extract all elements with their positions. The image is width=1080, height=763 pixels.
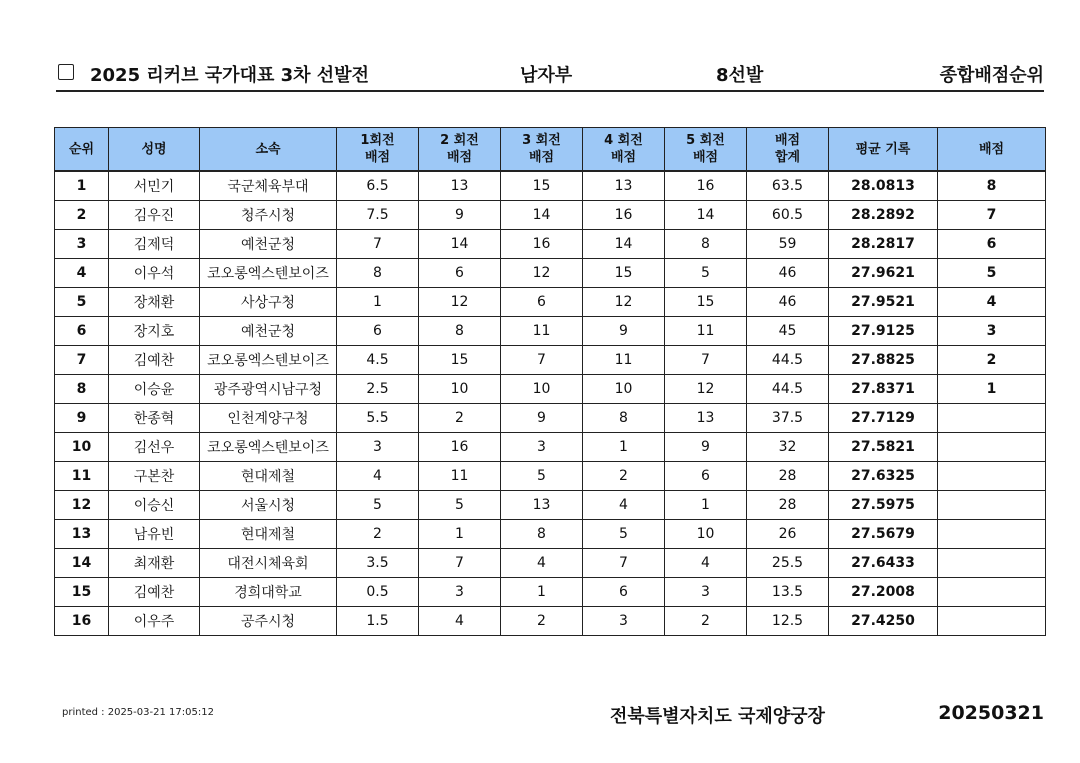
average-cell: 28.2817: [829, 230, 938, 259]
team-cell: 인천계양구청: [200, 404, 337, 433]
name-cell: 김선우: [109, 433, 200, 462]
name-cell: 구본찬: [109, 462, 200, 491]
table-row: [55, 317, 1046, 346]
rank-cell: 14: [55, 549, 109, 578]
header-average: 평균 기록: [829, 128, 938, 172]
team-cell: 국군체육부대: [200, 171, 337, 201]
round2-cell: 2: [419, 404, 501, 433]
round5-cell: 4: [665, 549, 747, 578]
round3-cell: 4: [501, 549, 583, 578]
round3-cell: 13: [501, 491, 583, 520]
points-cell: 1: [938, 375, 1046, 404]
round4-cell: 11: [583, 346, 665, 375]
table-row: [55, 259, 1046, 288]
round2-cell: 9: [419, 201, 501, 230]
header-round4: 4 회전 배점: [583, 128, 665, 172]
rank-cell: 10: [55, 433, 109, 462]
round3-cell: 5: [501, 462, 583, 491]
round1-cell: 3: [337, 433, 419, 462]
round3-cell: 11: [501, 317, 583, 346]
round1-cell: 8: [337, 259, 419, 288]
round1-cell: 2: [337, 520, 419, 549]
average-cell: 27.5975: [829, 491, 938, 520]
team-cell: 사상구청: [200, 288, 337, 317]
name-cell: 남유빈: [109, 520, 200, 549]
checkbox-icon: [58, 64, 74, 80]
round1-cell: 1.5: [337, 607, 419, 636]
points-sum-cell: 12.5: [747, 607, 829, 636]
round3-cell: 2: [501, 607, 583, 636]
round5-cell: 7: [665, 346, 747, 375]
round5-cell: 13: [665, 404, 747, 433]
round5-cell: 6: [665, 462, 747, 491]
round5-cell: 1: [665, 491, 747, 520]
name-cell: 김예찬: [109, 578, 200, 607]
points-sum-cell: 60.5: [747, 201, 829, 230]
rank-cell: 16: [55, 607, 109, 636]
team-cell: 청주시청: [200, 201, 337, 230]
round3-cell: 12: [501, 259, 583, 288]
round2-cell: 4: [419, 607, 501, 636]
round2-cell: 13: [419, 171, 501, 201]
average-cell: 27.7129: [829, 404, 938, 433]
name-cell: 이우주: [109, 607, 200, 636]
name-cell: 김제덕: [109, 230, 200, 259]
rank-cell: 1: [55, 171, 109, 201]
round3-cell: 3: [501, 433, 583, 462]
header-rank: 순위: [55, 128, 109, 172]
table-row: [55, 433, 1046, 462]
points-cell: 4: [938, 288, 1046, 317]
round4-cell: 1: [583, 433, 665, 462]
average-cell: 27.4250: [829, 607, 938, 636]
round5-cell: 15: [665, 288, 747, 317]
points-sum-cell: 37.5: [747, 404, 829, 433]
name-cell: 이승신: [109, 491, 200, 520]
division-label: 남자부: [520, 65, 573, 86]
round4-cell: 8: [583, 404, 665, 433]
average-cell: 27.5679: [829, 520, 938, 549]
header-points-sum: 배점 합계: [747, 128, 829, 172]
round4-cell: 6: [583, 578, 665, 607]
header-points: 배점: [938, 128, 1046, 172]
points-cell: 3: [938, 317, 1046, 346]
event-title: 2025 리커브 국가대표 3차 선발전: [90, 65, 369, 86]
average-cell: 27.9125: [829, 317, 938, 346]
round3-cell: 9: [501, 404, 583, 433]
rank-cell: 5: [55, 288, 109, 317]
team-cell: 예천군청: [200, 317, 337, 346]
rank-cell: 9: [55, 404, 109, 433]
table-row: [55, 491, 1046, 520]
name-cell: 장채환: [109, 288, 200, 317]
rank-cell: 12: [55, 491, 109, 520]
rank-cell: 13: [55, 520, 109, 549]
points-sum-cell: 25.5: [747, 549, 829, 578]
points-sum-cell: 28: [747, 491, 829, 520]
round1-cell: 0.5: [337, 578, 419, 607]
points-cell: [938, 520, 1046, 549]
points-cell: 8: [938, 171, 1046, 201]
name-cell: 한종혁: [109, 404, 200, 433]
round1-cell: 6.5: [337, 171, 419, 201]
points-cell: [938, 433, 1046, 462]
table-row: [55, 549, 1046, 578]
round2-cell: 5: [419, 491, 501, 520]
points-cell: [938, 578, 1046, 607]
round1-cell: 6: [337, 317, 419, 346]
round5-cell: 12: [665, 375, 747, 404]
average-cell: 27.8825: [829, 346, 938, 375]
round2-cell: 15: [419, 346, 501, 375]
round1-cell: 3.5: [337, 549, 419, 578]
table-row: [55, 230, 1046, 259]
header-round2: 2 회전 배점: [419, 128, 501, 172]
team-cell: 현대제철: [200, 462, 337, 491]
table-row: [55, 201, 1046, 230]
header-name: 성명: [109, 128, 200, 172]
team-cell: 현대제철: [200, 520, 337, 549]
average-cell: 27.2008: [829, 578, 938, 607]
rank-cell: 4: [55, 259, 109, 288]
printed-timestamp: printed : 2025-03-21 17:05:12: [62, 707, 214, 718]
team-cell: 대전시체육회: [200, 549, 337, 578]
document-header: [56, 58, 1044, 92]
average-cell: 27.9621: [829, 259, 938, 288]
round2-cell: 6: [419, 259, 501, 288]
team-cell: 광주광역시남구청: [200, 375, 337, 404]
round2-cell: 8: [419, 317, 501, 346]
header-round3: 3 회전 배점: [501, 128, 583, 172]
points-sum-cell: 44.5: [747, 346, 829, 375]
round1-cell: 5: [337, 491, 419, 520]
round4-cell: 5: [583, 520, 665, 549]
ranking-title: 종합배점순위: [939, 65, 1044, 86]
round5-cell: 16: [665, 171, 747, 201]
points-cell: [938, 491, 1046, 520]
round5-cell: 3: [665, 578, 747, 607]
points-sum-cell: 13.5: [747, 578, 829, 607]
table-row: [55, 578, 1046, 607]
round4-cell: 7: [583, 549, 665, 578]
table-row: [55, 404, 1046, 433]
rank-cell: 2: [55, 201, 109, 230]
table-row: [55, 607, 1046, 636]
round1-cell: 4.5: [337, 346, 419, 375]
points-cell: 5: [938, 259, 1046, 288]
round2-cell: 10: [419, 375, 501, 404]
average-cell: 27.8371: [829, 375, 938, 404]
round4-cell: 9: [583, 317, 665, 346]
round4-cell: 10: [583, 375, 665, 404]
round1-cell: 4: [337, 462, 419, 491]
round5-cell: 9: [665, 433, 747, 462]
table-row: [55, 462, 1046, 491]
points-sum-cell: 32: [747, 433, 829, 462]
rank-cell: 3: [55, 230, 109, 259]
points-cell: [938, 549, 1046, 578]
table-row: [55, 375, 1046, 404]
rank-cell: 15: [55, 578, 109, 607]
points-sum-cell: 46: [747, 259, 829, 288]
round4-cell: 3: [583, 607, 665, 636]
round5-cell: 8: [665, 230, 747, 259]
round4-cell: 2: [583, 462, 665, 491]
round3-cell: 6: [501, 288, 583, 317]
name-cell: 김우진: [109, 201, 200, 230]
name-cell: 이우석: [109, 259, 200, 288]
points-sum-cell: 59: [747, 230, 829, 259]
event-date: 20250321: [938, 702, 1044, 724]
points-sum-cell: 26: [747, 520, 829, 549]
table-row: [55, 171, 1046, 201]
header-team: 소속: [200, 128, 337, 172]
points-sum-cell: 45: [747, 317, 829, 346]
round3-cell: 1: [501, 578, 583, 607]
round3-cell: 16: [501, 230, 583, 259]
name-cell: 서민기: [109, 171, 200, 201]
round2-cell: 1: [419, 520, 501, 549]
venue-name: 전북특별자치도 국제양궁장: [610, 706, 825, 727]
round1-cell: 1: [337, 288, 419, 317]
team-cell: 코오롱엑스텐보이즈: [200, 346, 337, 375]
round-label: 8선발: [716, 65, 764, 86]
team-cell: 공주시청: [200, 607, 337, 636]
round2-cell: 16: [419, 433, 501, 462]
points-sum-cell: 28: [747, 462, 829, 491]
average-cell: 27.6433: [829, 549, 938, 578]
average-cell: 27.9521: [829, 288, 938, 317]
round4-cell: 14: [583, 230, 665, 259]
round2-cell: 14: [419, 230, 501, 259]
table-header-row: [55, 128, 1046, 172]
round4-cell: 16: [583, 201, 665, 230]
rank-cell: 8: [55, 375, 109, 404]
header-round5: 5 회전 배점: [665, 128, 747, 172]
name-cell: 장지호: [109, 317, 200, 346]
table-row: [55, 288, 1046, 317]
round2-cell: 7: [419, 549, 501, 578]
average-cell: 28.0813: [829, 171, 938, 201]
round3-cell: 15: [501, 171, 583, 201]
team-cell: 경희대학교: [200, 578, 337, 607]
points-cell: [938, 404, 1046, 433]
round1-cell: 7: [337, 230, 419, 259]
rank-cell: 7: [55, 346, 109, 375]
round2-cell: 11: [419, 462, 501, 491]
points-cell: 2: [938, 346, 1046, 375]
name-cell: 최재환: [109, 549, 200, 578]
round1-cell: 5.5: [337, 404, 419, 433]
team-cell: 서울시청: [200, 491, 337, 520]
round3-cell: 7: [501, 346, 583, 375]
round5-cell: 10: [665, 520, 747, 549]
team-cell: 예천군청: [200, 230, 337, 259]
round1-cell: 2.5: [337, 375, 419, 404]
round4-cell: 13: [583, 171, 665, 201]
round5-cell: 5: [665, 259, 747, 288]
table-row: [55, 520, 1046, 549]
rank-cell: 6: [55, 317, 109, 346]
name-cell: 김예찬: [109, 346, 200, 375]
average-cell: 27.5821: [829, 433, 938, 462]
points-cell: [938, 607, 1046, 636]
round2-cell: 12: [419, 288, 501, 317]
round5-cell: 11: [665, 317, 747, 346]
round3-cell: 14: [501, 201, 583, 230]
points-sum-cell: 44.5: [747, 375, 829, 404]
points-sum-cell: 46: [747, 288, 829, 317]
round5-cell: 14: [665, 201, 747, 230]
average-cell: 27.6325: [829, 462, 938, 491]
round4-cell: 12: [583, 288, 665, 317]
points-cell: 6: [938, 230, 1046, 259]
header-round1: 1회전 배점: [337, 128, 419, 172]
name-cell: 이승윤: [109, 375, 200, 404]
ranking-table: [54, 127, 1046, 636]
round4-cell: 4: [583, 491, 665, 520]
round3-cell: 8: [501, 520, 583, 549]
points-sum-cell: 63.5: [747, 171, 829, 201]
team-cell: 코오롱엑스텐보이즈: [200, 259, 337, 288]
team-cell: 코오롱엑스텐보이즈: [200, 433, 337, 462]
rank-cell: 11: [55, 462, 109, 491]
round4-cell: 15: [583, 259, 665, 288]
average-cell: 28.2892: [829, 201, 938, 230]
points-cell: [938, 462, 1046, 491]
round5-cell: 2: [665, 607, 747, 636]
round1-cell: 7.5: [337, 201, 419, 230]
points-cell: 7: [938, 201, 1046, 230]
round2-cell: 3: [419, 578, 501, 607]
table-row: [55, 346, 1046, 375]
round3-cell: 10: [501, 375, 583, 404]
